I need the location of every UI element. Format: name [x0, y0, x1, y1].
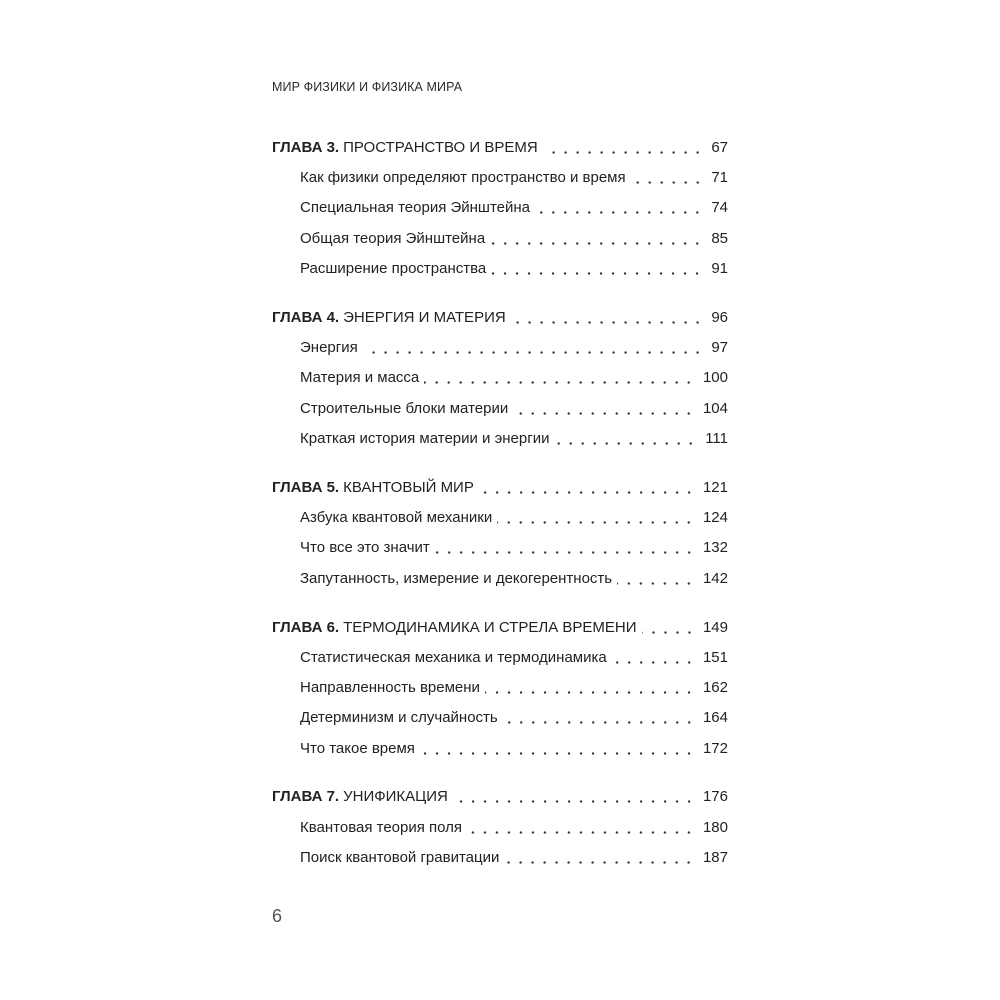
- running-header: МИР ФИЗИКИ И ФИЗИКА МИРА: [272, 80, 463, 94]
- chapter-row: [272, 133, 728, 163]
- dot-leader: [490, 224, 703, 254]
- section-page-number: 151: [702, 648, 728, 666]
- section-page-number: 111: [705, 430, 728, 448]
- section-row: [272, 673, 728, 703]
- section-page-number: 172: [702, 739, 728, 757]
- section-row: [272, 533, 728, 563]
- section-row: [272, 424, 728, 454]
- section-page-number: 164: [702, 709, 728, 727]
- section-page-number: 74: [711, 199, 728, 217]
- chapter-row: [272, 303, 728, 333]
- chapter-group: [272, 613, 728, 764]
- chapter-title: ТЕРМОДИНАМИКА И СТРЕЛА ВРЕМЕНИ: [343, 618, 637, 636]
- dot-leader: [513, 394, 695, 424]
- dot-leader: [363, 333, 704, 363]
- section-row: [272, 193, 728, 223]
- section-row: [272, 734, 728, 764]
- dot-leader: [504, 843, 695, 873]
- chapter-heading: [272, 303, 506, 333]
- section-row: [272, 564, 728, 594]
- chapter-row: [272, 782, 728, 812]
- section-title: Энергия: [300, 339, 358, 357]
- section-title: Квантовая теория поля: [300, 818, 463, 836]
- dot-leader: [617, 564, 695, 594]
- chapter-group: [272, 473, 728, 594]
- chapter-page-number: 176: [702, 788, 728, 806]
- folio-page-number: 6: [272, 906, 283, 926]
- section-title: Детерминизм и случайность: [300, 709, 498, 727]
- chapter-title: ЭНЕРГИЯ И МАТЕРИЯ: [343, 308, 506, 326]
- section-title: Материя и масса: [300, 369, 420, 387]
- dot-leader: [491, 254, 703, 284]
- chapter-page-number: 149: [702, 618, 728, 636]
- section-row: [272, 363, 728, 393]
- section-title: Что все это значит: [300, 539, 430, 557]
- dot-leader: [612, 643, 695, 673]
- chapter-label: ГЛАВА 7.: [272, 788, 340, 806]
- dot-leader: [543, 133, 704, 163]
- section-title: Статистическая механика и термодинамика: [300, 648, 607, 666]
- dot-leader: [467, 813, 695, 843]
- section-title: Запутанность, измерение и декогерентность: [300, 569, 613, 587]
- dot-leader: [631, 163, 704, 193]
- dot-leader: [642, 613, 695, 643]
- section-title: Расширение пространства: [300, 260, 487, 278]
- section-page-number: 187: [702, 849, 728, 867]
- chapter-row: [272, 473, 728, 503]
- chapter-page-number: 121: [702, 478, 728, 496]
- section-row: [272, 843, 728, 873]
- section-page-number: 162: [702, 679, 728, 697]
- chapter-label: ГЛАВА 6.: [272, 618, 340, 636]
- dot-leader: [503, 703, 695, 733]
- chapter-title: ПРОСТРАНСТВО И ВРЕМЯ: [343, 138, 538, 156]
- section-title: Краткая история материи и энергии: [300, 430, 550, 448]
- dot-leader: [453, 782, 695, 812]
- section-page-number: 97: [711, 339, 728, 357]
- section-row: [272, 703, 728, 733]
- section-row: [272, 224, 728, 254]
- section-row: [272, 643, 728, 673]
- section-page-number: 180: [702, 818, 728, 836]
- chapter-label: ГЛАВА 3.: [272, 138, 340, 156]
- section-row: [272, 333, 728, 363]
- table-of-contents: [272, 133, 728, 874]
- chapter-label: ГЛАВА 4.: [272, 308, 340, 326]
- dot-leader: [511, 303, 704, 333]
- section-row: [272, 163, 728, 193]
- section-row: [272, 813, 728, 843]
- chapter-title: УНИФИКАЦИЯ: [343, 788, 448, 806]
- chapter-page-number: 67: [711, 138, 728, 156]
- dot-leader: [420, 734, 695, 764]
- section-page-number: 85: [711, 229, 728, 247]
- chapter-heading: [272, 782, 448, 812]
- section-row: [272, 254, 728, 284]
- chapter-row: [272, 613, 728, 643]
- section-title: Общая теория Эйнштейна: [300, 229, 486, 247]
- dot-leader: [535, 193, 703, 223]
- chapter-page-number: 96: [711, 308, 728, 326]
- section-page-number: 132: [702, 539, 728, 557]
- dot-leader: [554, 424, 697, 454]
- section-page-number: 142: [702, 569, 728, 587]
- chapter-group: [272, 133, 728, 284]
- section-title: Как физики определяют пространство и время: [300, 169, 626, 187]
- chapter-label: ГЛАВА 5.: [272, 478, 340, 496]
- chapter-heading: [272, 133, 538, 163]
- section-page-number: 91: [711, 260, 728, 278]
- section-title: Направленность времени: [300, 679, 480, 697]
- section-title: Азбука квантовой механики: [300, 509, 493, 527]
- section-page-number: 100: [702, 369, 728, 387]
- section-title: Поиск квантовой гравитации: [300, 849, 500, 867]
- chapter-heading: [272, 613, 637, 643]
- chapter-group: [272, 782, 728, 873]
- dot-leader: [435, 533, 695, 563]
- section-page-number: 124: [702, 509, 728, 527]
- dot-leader: [485, 673, 695, 703]
- section-row: [272, 503, 728, 533]
- chapter-heading: [272, 473, 474, 503]
- chapter-title: КВАНТОВЫЙ МИР: [343, 478, 474, 496]
- section-row: [272, 394, 728, 424]
- dot-leader: [479, 473, 695, 503]
- dot-leader: [497, 503, 695, 533]
- section-page-number: 104: [702, 399, 728, 417]
- chapter-group: [272, 303, 728, 454]
- section-title: Строительные блоки материи: [300, 399, 509, 417]
- section-title: Специальная теория Эйнштейна: [300, 199, 531, 217]
- section-title: Что такое время: [300, 739, 415, 757]
- section-page-number: 71: [711, 169, 728, 187]
- dot-leader: [424, 363, 695, 393]
